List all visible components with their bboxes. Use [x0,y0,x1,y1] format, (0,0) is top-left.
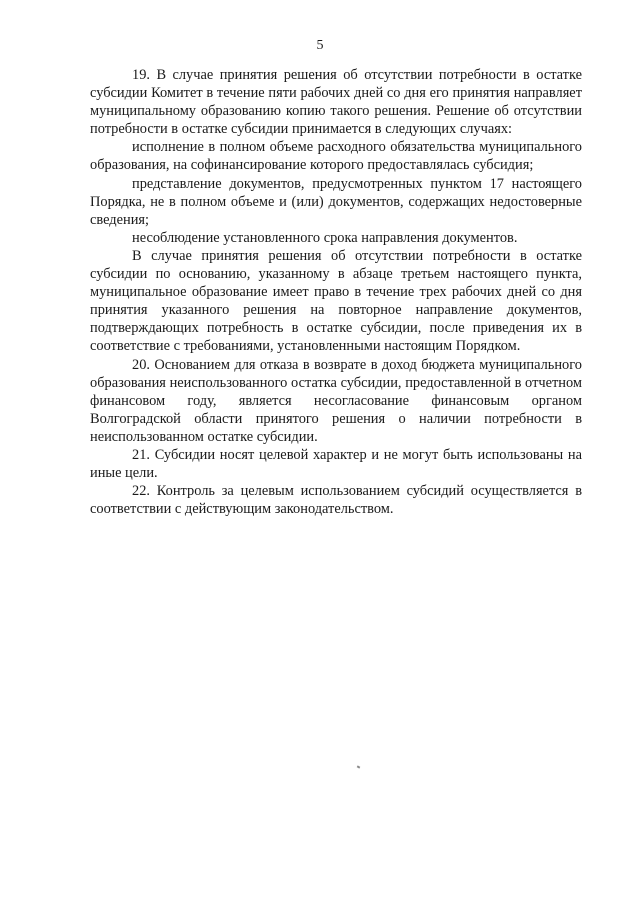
paragraph-19: 19. В случае принятия решения об отсутствии потребности в остатке субсидии Комитет в течение пяти рабочих дней со дня его принятия направляет муниципальному образованию копию такого решения. Решение об отсутствии потребности в остатке субсидии принимается в следующих случаях: [90,67,582,138]
paragraph-20: 20. Основанием для отказа в возврате в доход бюджета муниципального образования неиспользованного остатка субсидии, предоставленной в отчетном финансовом году, является несогласование финансовым органом Волгоградской области принятого решения о наличии потребности в неиспользованном остатке субсидии. [90,356,582,445]
paragraph-case-deadline-violation: несоблюдение установленного срока направления документов. [132,229,518,246]
paragraph-case-incomplete-documents: представление документов, предусмотренных пунктом 17 настоящего Порядка, не в полном объеме и (или) документов, содержащих недостоверные сведения; [90,175,582,228]
paragraph-resubmission-right: В случае принятия решения об отсутствии потребности в остатке субсидии по основанию, указанному в абзаце третьем настоящего пункта, муниципальное образование имеет право в течение трех рабочих дней со дня принятия указанного решения на повторное направление документов, подтверждающих потребность в остатке субсидии, после приведения их в соответствие с требованиями, установленными настоящим Порядком. [90,247,582,355]
scan-speck [357,765,361,768]
paragraph-case-full-execution: исполнение в полном объеме расходного обязательства муниципального образования, на софинансирование которого предоставлялась субсидия; [90,139,582,174]
paragraph-21: 21. Субсидии носят целевой характер и не могут быть использованы на иные цели. [90,446,582,482]
paragraph-22: 22. Контроль за целевым использованием субсидий осуществляется в соответствии с действующим законодательством. [90,483,582,518]
page-number: 5 [316,38,324,53]
document-body [90,66,582,518]
